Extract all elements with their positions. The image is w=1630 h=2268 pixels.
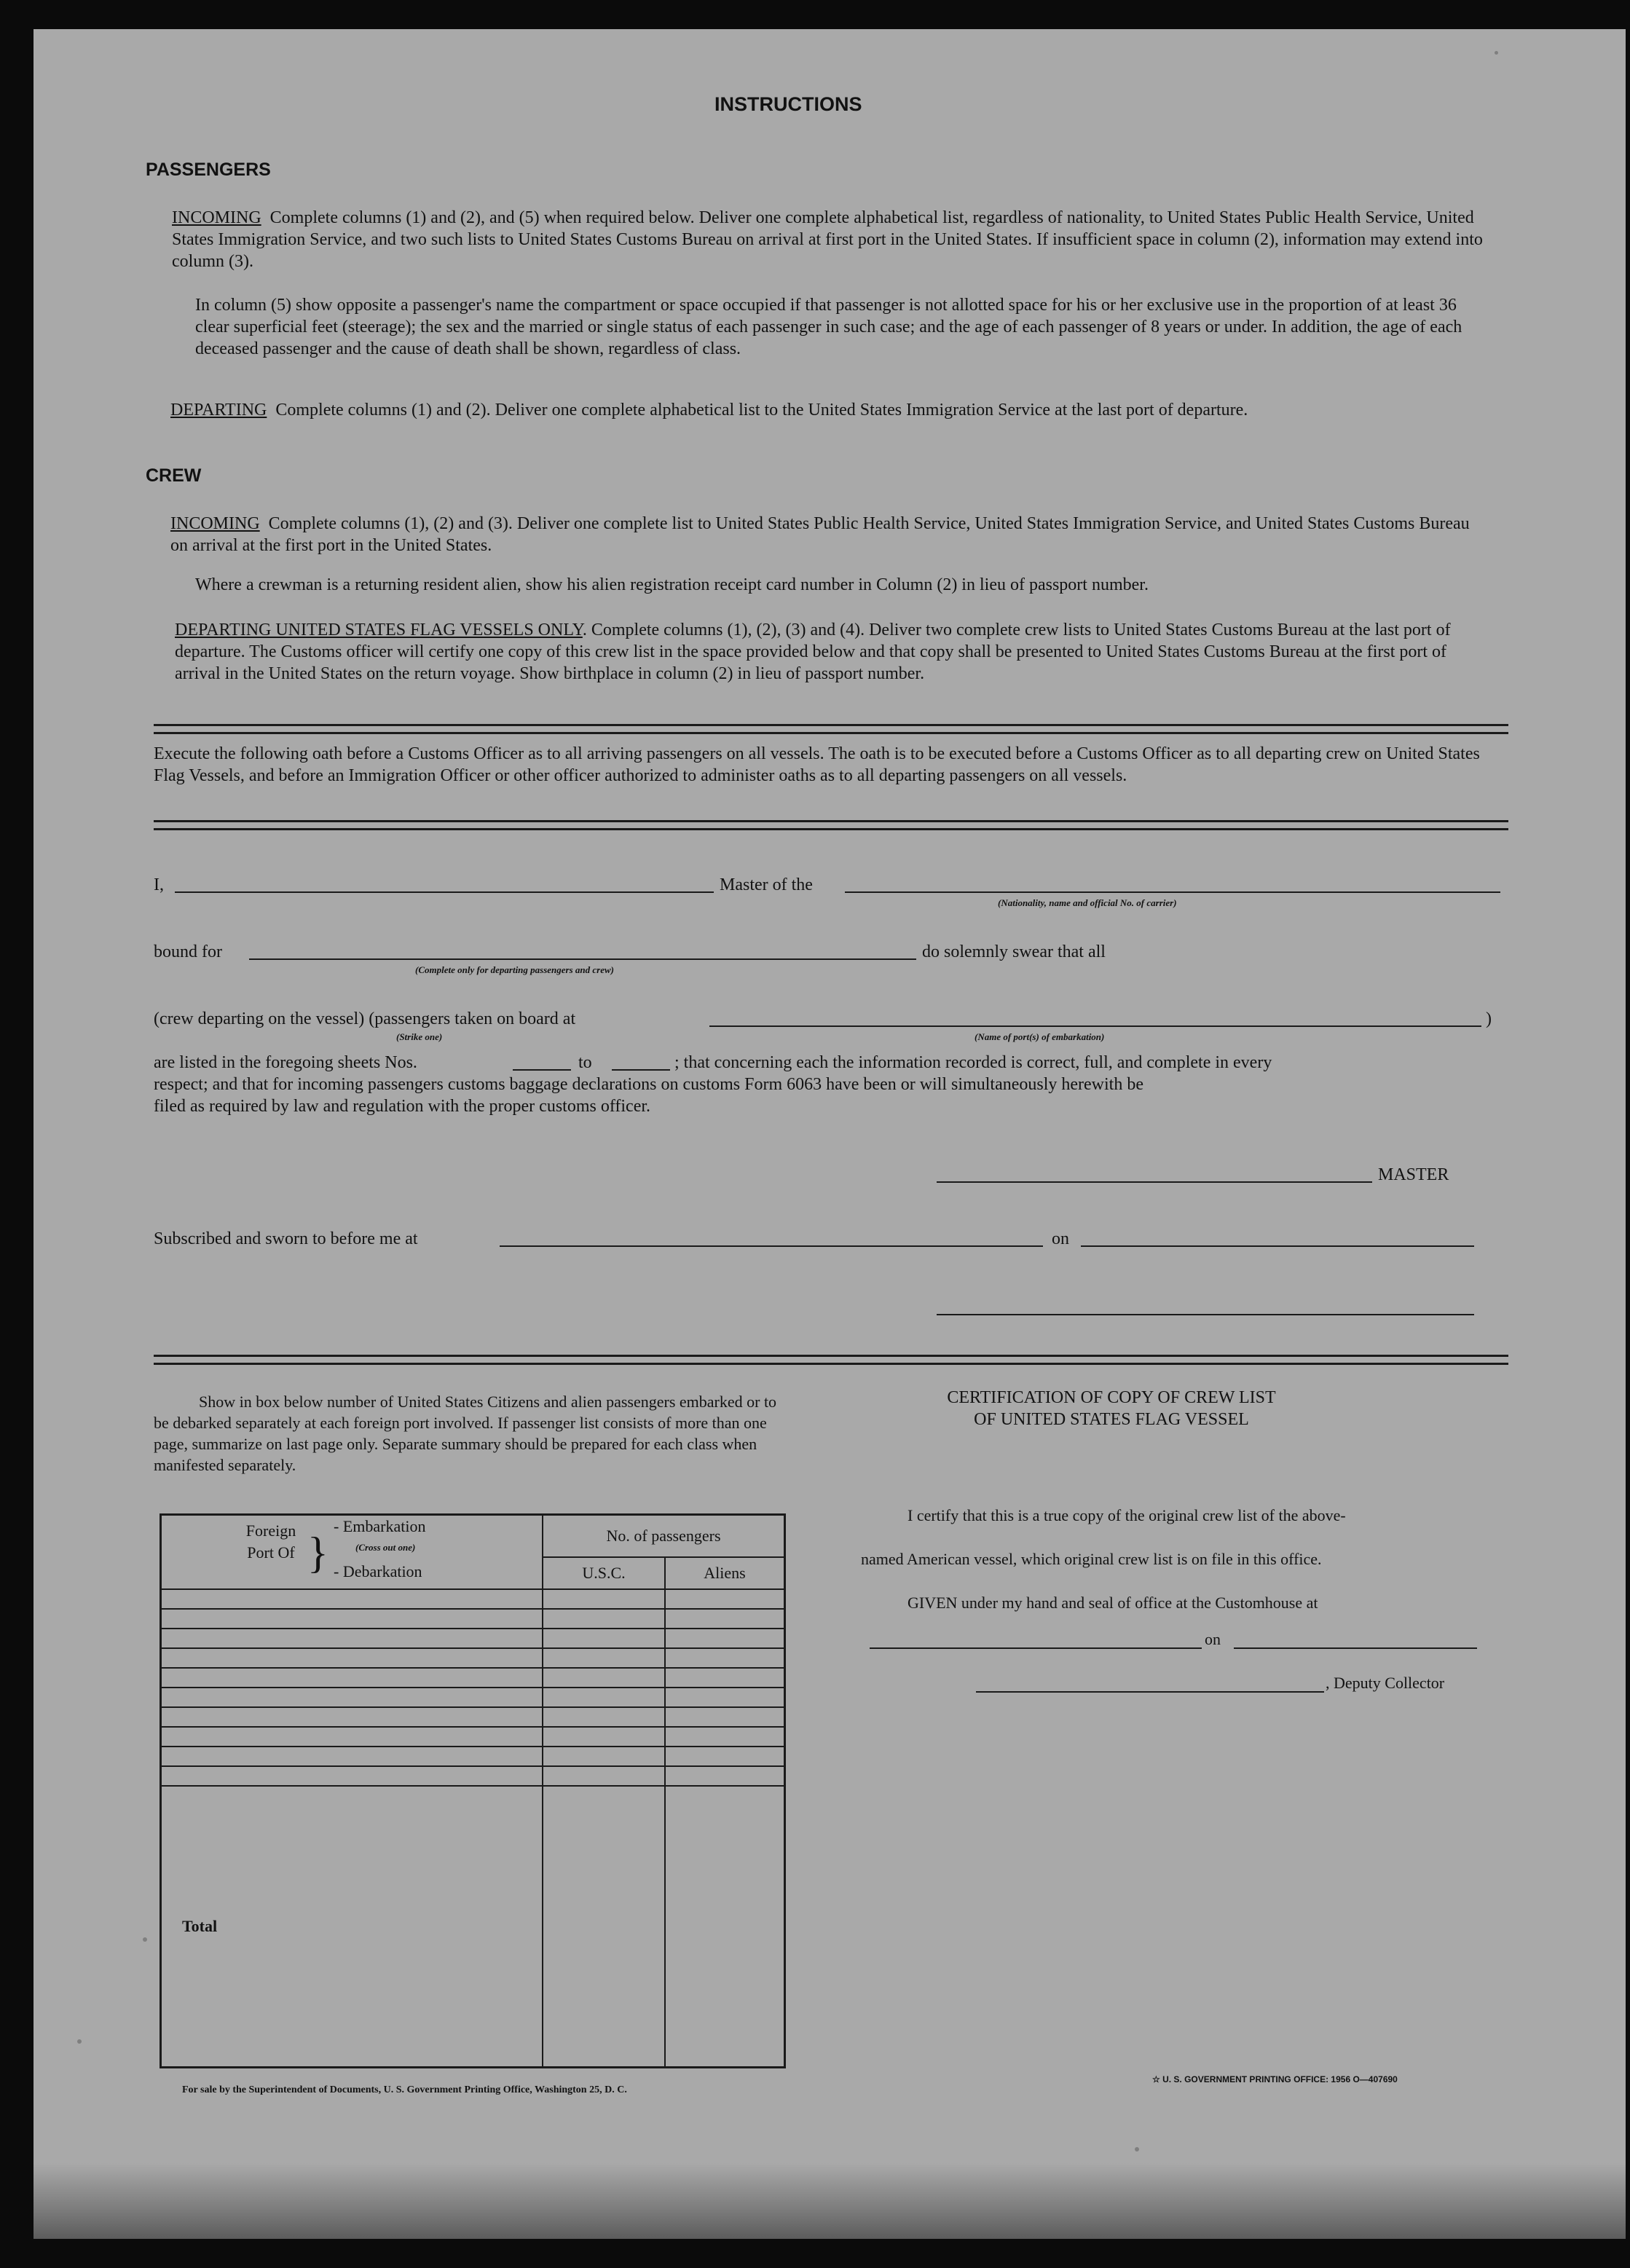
concerning-text: ; that concerning each the information recorded is correct, full, and complete in every — [674, 1053, 1272, 1072]
usc-header: U.S.C. — [543, 1557, 665, 1589]
aliens-cell[interactable] — [665, 1747, 785, 1766]
scan-speck — [77, 2039, 82, 2044]
passengers-departing-paragraph — [170, 399, 1481, 421]
usc-cell[interactable] — [543, 1648, 665, 1668]
aliens-cell[interactable] — [665, 1609, 785, 1629]
port-cell[interactable] — [161, 1589, 543, 1609]
subscribed-place-field[interactable] — [500, 1245, 1043, 1247]
crew-departing-paragraph: DEPARTING UNITED STATES FLAG VESSELS ONLY. Complete columns (1), (2), (3) and (4). Deliver two complete crew lists to United States Customs Bureau at the last port of departure. The Customs officer will certify one copy of this crew list in the space provided below and that copy shall be presented to United States Customs Bureau at the first port of arrival in the United States on the return voyage. Show birthplace in column (2) in lieu of passport number. — [175, 621, 1451, 683]
master-label: MASTER — [1378, 1165, 1449, 1184]
aliens-cell[interactable] — [665, 1668, 785, 1688]
deputy-signature-field[interactable] — [976, 1691, 1324, 1693]
sheet-from-field[interactable] — [513, 1069, 571, 1071]
named-text: named American vessel, which original crew list is on file in this office. — [861, 1550, 1322, 1568]
crew-incoming-text: Complete columns (1), (2) and (3). Deliver one complete list to United States Public Health Service, United States Immigration Service, and United States Customs Bureau on arrival at the first port in the United States. — [170, 514, 1470, 555]
scan-shadow — [34, 2163, 1626, 2239]
aliens-cell[interactable] — [665, 1648, 785, 1668]
scan-speck — [1495, 51, 1498, 55]
debarkation-label: - Debarkation — [334, 1562, 422, 1580]
subscribed-date-field[interactable] — [1081, 1245, 1474, 1247]
crew-departing-label: DEPARTING UNITED STATES FLAG VESSELS ONLY — [175, 621, 583, 639]
summary-instruction-paragraph — [154, 1391, 780, 1476]
subscribed-on-label: on — [1052, 1229, 1069, 1248]
crew-incoming-label: INCOMING — [170, 514, 260, 533]
usc-cell[interactable] — [543, 1609, 665, 1629]
crew-heading: CREW — [146, 465, 202, 486]
total-row — [161, 1786, 785, 2067]
close-paren: ) — [1486, 1009, 1492, 1028]
usc-cell[interactable] — [543, 1707, 665, 1727]
port-cell[interactable] — [161, 1629, 543, 1648]
strike-hint: (Strike one) — [396, 1031, 443, 1042]
table-row — [161, 1707, 785, 1727]
certification-title-line2: OF UNITED STATES FLAG VESSEL — [974, 1410, 1249, 1429]
oath-instruction-paragraph — [154, 743, 1501, 787]
usc-cell[interactable] — [543, 1727, 665, 1747]
aliens-cell[interactable] — [665, 1707, 785, 1727]
port-cell[interactable] — [161, 1688, 543, 1707]
table-row — [161, 1629, 785, 1648]
swear-text: do solemnly swear that all — [922, 942, 1106, 961]
foreign-port-of-label: Foreign Port Of — [245, 1521, 296, 1562]
passenger-summary-table — [160, 1513, 786, 2068]
form-sheet — [34, 29, 1626, 2239]
listed-text: are listed in the foregoing sheets Nos. — [154, 1053, 417, 1072]
port-cell[interactable] — [161, 1609, 543, 1629]
master-signature-field[interactable] — [937, 1181, 1372, 1183]
aliens-cell[interactable] — [665, 1727, 785, 1747]
master-name-field[interactable] — [175, 891, 714, 893]
no-of-passengers-header: No. of passengers — [543, 1515, 785, 1557]
customhouse-place-field[interactable] — [870, 1647, 1202, 1649]
oath-instruction-text: Execute the following oath before a Customs Officer as to all arriving passengers on all vessels. The oath is to be executed before a Customs Officer as to all departing crew on United States Flag Vessels, and before an Immigration Officer or other officer authorized to administer oaths as to all departing passengers on all vessels. — [154, 744, 1480, 785]
double-rule-2 — [154, 820, 1508, 830]
passengers-incoming-label: INCOMING — [172, 208, 261, 227]
crew-incoming-paragraph — [170, 513, 1481, 556]
usc-cell[interactable] — [543, 1688, 665, 1707]
subscribed-label: Subscribed and sworn to before me at — [154, 1229, 418, 1248]
certification-title-line1: CERTIFICATION OF COPY OF CREW LIST — [947, 1388, 1276, 1407]
filed-text: filed as required by law and regulation with the proper customs officer. — [154, 1097, 651, 1116]
aliens-cell[interactable] — [665, 1629, 785, 1648]
port-cell[interactable] — [161, 1668, 543, 1688]
bound-for-label: bound for — [154, 942, 222, 961]
passengers-column5-paragraph — [195, 294, 1484, 360]
aliens-header: Aliens — [665, 1557, 785, 1589]
double-rule-3 — [154, 1355, 1508, 1365]
usc-cell[interactable] — [543, 1629, 665, 1648]
certification-on-label: on — [1205, 1630, 1221, 1648]
port-cell[interactable] — [161, 1766, 543, 1786]
bound-for-field[interactable] — [249, 958, 916, 960]
passengers-heading: PASSENGERS — [146, 160, 271, 180]
given-text: GIVEN under my hand and seal of office at the Customhouse at — [907, 1594, 1318, 1612]
sheet-to-field[interactable] — [612, 1069, 670, 1071]
scan-speck — [1135, 2147, 1139, 2151]
crew-passengers-text: (crew departing on the vessel) (passengers taken on board at — [154, 1009, 576, 1028]
table-row — [161, 1766, 785, 1786]
usc-cell[interactable] — [543, 1668, 665, 1688]
table-row — [161, 1609, 785, 1629]
passengers-departing-label: DEPARTING — [170, 401, 267, 420]
ports-field[interactable] — [709, 1025, 1481, 1027]
cross-out-hint: (Cross out one) — [355, 1542, 416, 1553]
summary-instruction-text: Show in box below number of United States Citizens and alien passengers embarked or to be debarked separately at each foreign port involved. If passenger list consists of more than one page, summarize on last page only. Separate summary should be prepared for each class when manifested separately. — [154, 1393, 777, 1474]
port-header-cell — [161, 1515, 543, 1589]
passengers-incoming-paragraph — [172, 207, 1483, 272]
table-row — [161, 1727, 785, 1747]
carrier-field[interactable] — [845, 891, 1500, 893]
total-usc-cell[interactable] — [543, 1786, 665, 2067]
crew-departing-text: Complete columns (1), (2), (3) and (4). Deliver two complete crew lists to United States Customs Bureau at the last port of departure. The Customs officer will certify one copy of this crew list in the space provided below and that copy shall be presented to United States Customs Bureau at the first port of arrival in the United States on the return voyage. Show birthplace in column (2) in lieu of passport number. — [175, 621, 1451, 683]
passengers-column5-text: In column (5) show opposite a passenger's name the compartment or space occupied if that passenger is not allotted space for his or her exclusive use in the proportion of at least 36 clear superficial feet (steerage); the sex and the married or single status of each passenger in such case; and the age of each passenger of 8 years or under. In addition, the age of each deceased passenger and the cause of death shall be shown, regardless of class. — [195, 296, 1462, 358]
certification-date-field[interactable] — [1234, 1647, 1477, 1649]
carrier-hint: (Nationality, name and official No. of carrier) — [998, 897, 1177, 908]
master-of-label: Master of the — [720, 875, 813, 894]
table-row — [161, 1668, 785, 1688]
port-cell[interactable] — [161, 1747, 543, 1766]
port-cell[interactable] — [161, 1727, 543, 1747]
scan-speck — [143, 1937, 147, 1942]
table-row — [161, 1688, 785, 1707]
brace-glyph: } — [307, 1529, 328, 1577]
table-row — [161, 1589, 785, 1609]
usc-cell[interactable] — [543, 1747, 665, 1766]
total-label: Total — [161, 1786, 543, 2067]
port-cell[interactable] — [161, 1707, 543, 1727]
deputy-collector-label: , Deputy Collector — [1326, 1674, 1445, 1692]
usc-cell[interactable] — [543, 1766, 665, 1786]
crew-resident-paragraph — [195, 574, 1484, 596]
port-cell[interactable] — [161, 1648, 543, 1668]
embarkation-label: - Embarkation — [334, 1517, 426, 1535]
respect-text: respect; and that for incoming passengers customs baggage declarations on customs Form 6063 have been or will simultaneously herewith be — [154, 1075, 1143, 1094]
double-rule-1 — [154, 724, 1508, 734]
table-row — [161, 1747, 785, 1766]
passengers-incoming-text: Complete columns (1) and (2), and (5) when required below. Deliver one complete alphabetical list, regardless of nationality, to United States Public Health Service, United States Immigration Service, and two such lists to United States Customs Bureau on arrival at first port in the United States. If insufficient space in column (2), information may extend into column (3). — [172, 208, 1483, 271]
certify-text: I certify that this is a true copy of the original crew list of the above- — [907, 1506, 1346, 1524]
passengers-departing-text: Complete columns (1) and (2). Deliver one complete alphabetical list to the United States Immigration Service at the last port of departure. — [275, 401, 1248, 420]
footer-gpo-text: ☆ U. S. GOVERNMENT PRINTING OFFICE: 1956 O—407690 — [1152, 2074, 1398, 2084]
aliens-cell[interactable] — [665, 1766, 785, 1786]
bound-hint: (Complete only for departing passengers and crew) — [415, 964, 614, 975]
usc-cell[interactable] — [543, 1589, 665, 1609]
crew-resident-text: Where a crewman is a returning resident alien, show his alien registration receipt card number in Column (2) in lieu of passport number. — [195, 575, 1149, 594]
officer-signature-field[interactable] — [937, 1314, 1474, 1315]
table-row — [161, 1648, 785, 1668]
page-title: INSTRUCTIONS — [714, 93, 862, 115]
ports-hint: (Name of port(s) of embarkation) — [975, 1031, 1105, 1042]
aliens-cell[interactable] — [665, 1688, 785, 1707]
footer-sale-text: For sale by the Superintendent of Documents, U. S. Government Printing Office, Washington 25, D. C. — [182, 2084, 627, 2095]
aliens-cell[interactable] — [665, 1589, 785, 1609]
to-label: to — [578, 1053, 592, 1072]
oath-i-label: I, — [154, 875, 164, 894]
total-aliens-cell[interactable] — [665, 1786, 785, 2067]
